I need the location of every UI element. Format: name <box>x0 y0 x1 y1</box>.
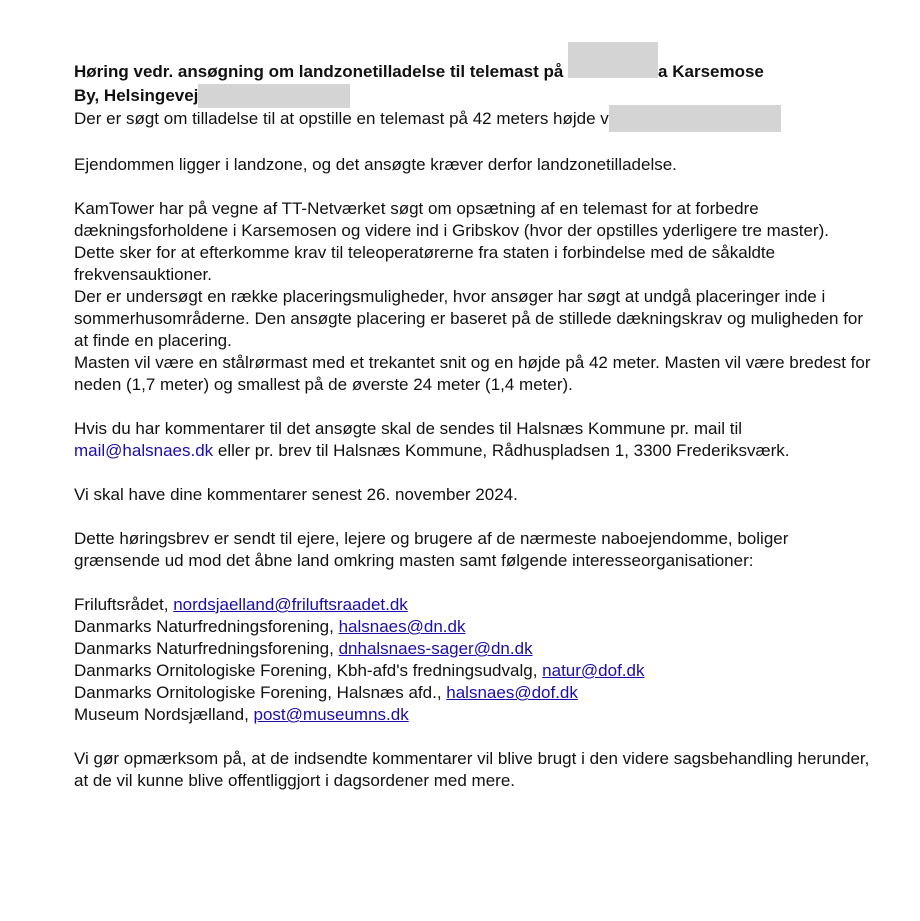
masten-paragraph: Masten vil være en stålrørmast med et trekantet snit og en højde på 42 meter. Masten vil være bredest for neden (1,7 meter) og smallest på de øverste 24 meter (1,4 meter). <box>74 353 871 394</box>
list-item <box>74 594 874 616</box>
list-item <box>74 638 874 660</box>
title-text-line2: By, Helsingevej <box>74 86 199 105</box>
redaction-box <box>198 84 350 108</box>
opmaerksom-paragraph: Vi gør opmærksom på, at de indsendte kommentarer vil blive brugt i den videre sagsbehandling herunder, at de vil kunne blive offentliggjort i dagsordener med mere. <box>74 749 870 790</box>
organisation-email-link[interactable]: halsnaes@dof.dk <box>446 683 578 702</box>
organisation-name: Friluftsrådet, <box>74 595 174 614</box>
organisation-name: Museum Nordsjælland, <box>74 705 254 724</box>
intro-paragraph <box>74 108 874 132</box>
document-body <box>74 60 874 792</box>
list-item <box>74 616 874 638</box>
kommune-email-link[interactable]: mail@halsnaes.dk <box>74 441 214 460</box>
organisation-email-link[interactable]: halsnaes@dn.dk <box>338 617 466 636</box>
organisation-name: Danmarks Ornitologiske Forening, Halsnæs afd., <box>74 683 447 702</box>
recipients-paragraph: Dette høringsbrev er sendt til ejere, lejere og brugere af de nærmeste naboejendomme, boliger grænsende ud mod det åbne land omkring masten samt følgende interesseorganisationer: <box>74 529 789 570</box>
kamtower-paragraph: KamTower har på vegne af TT-Netværket søgt om opsætning af en telemast for at forbedre dækningsforholdene i Karsemosen og videre ind i Gribskov (hvor der opstilles yderligere tre master). Dette sker for at efterkomme krav til teleoperatørerne fra staten i forbindelse med de såkaldte frekvensauktioner. <box>74 199 829 284</box>
list-item <box>74 660 874 682</box>
organisation-name: Danmarks Naturfredningsforening, <box>74 639 339 658</box>
intro-text: Der er søgt om tilladelse til at opstille en telemast på 42 meters højde v <box>74 109 609 128</box>
kommentar-text-after: eller pr. brev til Halsnæs Kommune, Rådhuspladsen 1, 3300 Frederiksværk. <box>213 441 790 460</box>
document-title <box>74 60 874 108</box>
organisation-name: Danmarks Ornitologiske Forening, Kbh-afd's fredningsudvalg, <box>74 661 543 680</box>
redaction-box <box>609 105 781 132</box>
kommentar-text-before: Hvis du har kommentarer til det ansøgte skal de sendes til Halsnæs Kommune pr. mail til <box>74 419 742 438</box>
redaction-box <box>568 42 658 78</box>
zone-paragraph: Ejendommen ligger i landzone, og det ansøgte kræver derfor landzonetilladelse. <box>74 155 677 174</box>
deadline-paragraph: Vi skal have dine kommentarer senest 26. november 2024. <box>74 485 518 504</box>
organisation-email-link[interactable]: post@museumns.dk <box>253 705 409 724</box>
organisation-email-link[interactable]: dnhalsnaes-sager@dn.dk <box>338 639 533 658</box>
organisation-email-link[interactable]: nordsjaelland@friluftsraadet.dk <box>173 595 408 614</box>
kommentar-paragraph <box>74 418 874 462</box>
list-item <box>74 682 874 704</box>
placering-paragraph: Der er undersøgt en række placeringsmuligheder, hvor ansøger har søgt at undgå placeringer inde i sommerhusområderne. Den ansøgte placering er baseret på de stillede dækningskrav og muligheden for at finde en placering. <box>74 287 864 350</box>
title-text-part1: Høring vedr. ansøgning om landzonetilladelse til telemast på <box>74 62 569 81</box>
organisation-list <box>74 594 874 726</box>
title-text-part2: a Karsemose <box>658 62 764 81</box>
organisation-name: Danmarks Naturfredningsforening, <box>74 617 339 636</box>
list-item <box>74 704 874 726</box>
organisation-email-link[interactable]: natur@dof.dk <box>542 661 645 680</box>
